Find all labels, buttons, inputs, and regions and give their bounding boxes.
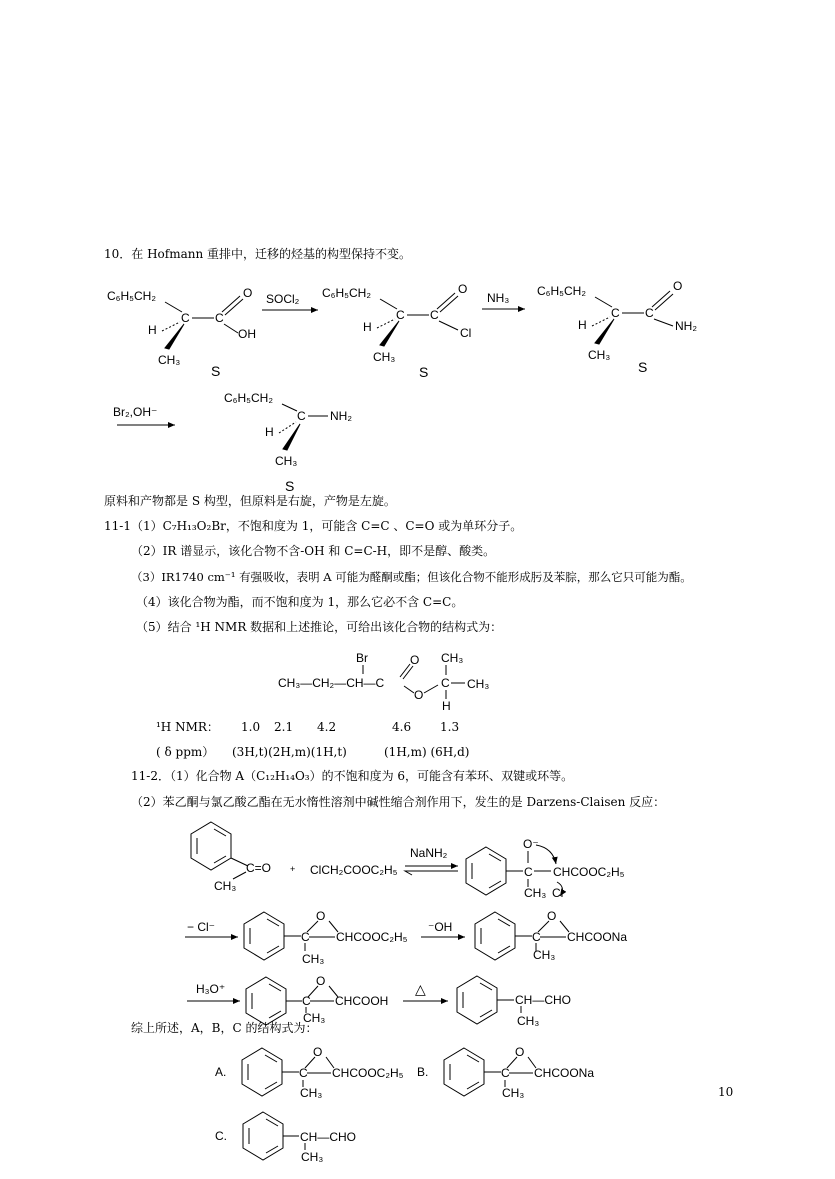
config-label: S	[419, 364, 429, 380]
molecule-s-amine	[224, 391, 352, 494]
nmr-shift-3: 4.2	[317, 720, 337, 734]
q11-1-p2: （2）IR 谱显示，该化合物不含-OH 和 C=C-H，即不是醇、酸类。	[131, 544, 496, 558]
nmr-shift-4: 4.6	[392, 720, 412, 734]
q10-title: 10．在 Hofmann 重排中，迁移的烃基的构型保持不变。	[104, 247, 412, 261]
atom-o: O	[547, 909, 557, 923]
label-b: B.	[417, 1065, 429, 1079]
atom-c: C	[215, 311, 224, 325]
atom-c: C	[297, 409, 306, 423]
group-chcoona: CHCOONa	[567, 930, 628, 944]
config-label: S	[285, 478, 295, 494]
phenylpropanal	[457, 976, 571, 1028]
q11-2-p1: 11-2．（1）化合物 A（C₁₂H₁₄O₃）的不饱和度为 6，可能含有苯环、双键或环等。	[131, 769, 574, 783]
formula-c6h5ch2: C₆H₅CH₂	[322, 286, 371, 300]
formula-ch3: CH₃	[214, 879, 237, 893]
nmr-shift-1: 1.0	[241, 720, 261, 734]
structure-b	[444, 1045, 594, 1100]
atom-o: O	[316, 974, 326, 988]
atom-cl: Cl	[460, 326, 472, 340]
ester-structure	[278, 651, 489, 713]
atom-c: C	[430, 308, 439, 322]
atom-o: O	[316, 909, 326, 923]
atom-o: O	[313, 1045, 323, 1059]
atom-h: H	[578, 318, 587, 332]
group-oh: OH	[238, 327, 256, 341]
reagent-oh: ⁻OH	[428, 920, 453, 934]
glycidic-ester	[244, 909, 408, 966]
formula-ch3: CH₃	[517, 1014, 540, 1028]
atom-c: C	[532, 930, 541, 944]
formula-c-eq-o: C=O	[246, 861, 272, 875]
molecule-s-amide	[537, 279, 697, 375]
atom-h: H	[148, 323, 157, 337]
reagent-h3o: H₃O⁺	[196, 982, 226, 996]
formula-ch3: CH₃	[467, 677, 490, 691]
atom-h: H	[265, 425, 274, 439]
atom-o: O	[673, 279, 683, 293]
page-number: 10	[718, 1085, 734, 1099]
q11-1-p3: （3）IR1740 cm⁻¹ 有强吸收，表明 A 可能为醛酮或酯；但该化合物不能形成肟及苯腙，那么它只可能为酯。	[131, 570, 692, 584]
atom-h: H	[442, 699, 451, 713]
group-chcooc2h5: CHCOOC₂H₅	[553, 865, 625, 879]
formula-ch3: CH₃	[502, 1086, 525, 1100]
atom-cl: Cl	[552, 886, 564, 900]
atom-o: O	[410, 653, 420, 667]
molecule-s-acyl-chloride	[322, 282, 471, 380]
alkoxide-intermediate	[466, 837, 625, 900]
formula-ch3: CH₃	[441, 651, 464, 665]
q11-2-summary: 综上所述，A，B，C 的结构式为：	[131, 1021, 318, 1035]
atom-c: C	[302, 994, 311, 1008]
formula-ch3: CH₃	[303, 1011, 326, 1025]
structure-a	[242, 1045, 404, 1100]
formula-ch3: CH₃	[275, 454, 298, 468]
config-label: S	[638, 359, 648, 375]
q11-1-p4: （4）该化合物为酯，而不饱和度为 1，那么它必不含 C=C。	[136, 595, 464, 609]
nmr-label: ¹H NMR：	[156, 720, 219, 734]
ester-chain: CH₃—CH₂—CH—C	[278, 676, 385, 690]
atom-c: C	[181, 311, 190, 325]
structure-c	[243, 1112, 356, 1164]
group-ch-cho: CH—CHO	[300, 1130, 356, 1144]
atom-h: H	[363, 320, 372, 334]
atom-br: Br	[356, 651, 368, 665]
formula-ch3: CH₃	[301, 1150, 324, 1164]
nmr-shift-5: 1.3	[440, 720, 460, 734]
config-label: S	[211, 363, 221, 379]
label-c: C.	[215, 1129, 227, 1143]
q10-conclusion: 原料和产物都是 S 构型，但原料是右旋，产物是左旋。	[104, 494, 396, 508]
group-chcooc2h5: CHCOOC₂H₅	[332, 1066, 404, 1080]
ethyl-chloroacetate: ClCH₂COOC₂H₅	[310, 863, 398, 877]
nmr-shift-2: 2.1	[274, 720, 294, 734]
atom-c: C	[611, 306, 620, 320]
atom-c: C	[645, 306, 654, 320]
reagent-nh3: NH₃	[487, 291, 510, 305]
ppm-label: ( δ ppm）	[156, 745, 215, 759]
formula-ch3: CH₃	[524, 886, 547, 900]
group-chcoona: CHCOONa	[534, 1066, 595, 1080]
group-ch-cho: CH—CHO	[515, 993, 571, 1007]
atom-o: O	[243, 286, 253, 300]
atom-o: O	[414, 688, 424, 702]
reagent-heat: △	[415, 981, 426, 997]
nmr-multiplicity: (3H,t)(2H,m)(1H,t)	[232, 745, 347, 759]
atom-o: O	[458, 282, 468, 296]
atom-c: C	[524, 865, 533, 879]
group-chcooh: CHCOOH	[335, 994, 389, 1008]
molecule-s-acid	[107, 286, 256, 379]
formula-ch3: CH₃	[302, 952, 325, 966]
formula-ch3: CH₃	[588, 348, 611, 362]
glycidic-sodium-salt	[475, 909, 627, 962]
group-nh2: NH₂	[675, 319, 697, 333]
q11-1-p1: 11-1（1）C₇H₁₃O₂Br，不饱和度为 1，可能含 C=C 、C=O 或为单环分子。	[104, 519, 523, 533]
formula-ch3: CH₃	[300, 1086, 323, 1100]
glycidic-acid	[246, 974, 388, 1025]
formula-ch3: CH₃	[158, 353, 181, 367]
q11-2-p2: （2）苯乙酮与氯乙酸乙酯在无水惰性溶剂中碱性缩合剂作用下，发生的是 Darzens-Claisen 反应：	[131, 795, 666, 809]
atom-o: O	[515, 1045, 525, 1059]
nmr-multiplicity-2: (1H,m) (6H,d)	[384, 745, 470, 759]
group-nh2: NH₂	[330, 409, 352, 423]
atom-c: C	[301, 930, 310, 944]
o-minus: O⁻	[523, 837, 539, 851]
group-chcooc2h5: CHCOOC₂H₅	[336, 930, 408, 944]
formula-ch3: CH₃	[373, 350, 396, 364]
atom-c: C	[441, 676, 450, 690]
atom-c: C	[299, 1066, 308, 1080]
formula-ch3: CH₃	[533, 948, 556, 962]
reagent-minus-cl: − Cl⁻	[187, 920, 216, 934]
reagent-socl2: SOCl₂	[266, 292, 300, 306]
reagent-nanh2: NaNH₂	[410, 846, 448, 860]
atom-c: C	[501, 1066, 510, 1080]
plus-sign: +	[290, 864, 296, 874]
formula-c6h5ch2: C₆H₅CH₂	[224, 391, 273, 405]
q11-1-p5: （5）结合 ¹H NMR 数据和上述推论，可给出该化合物的结构式为：	[136, 620, 503, 634]
acetophenone	[191, 822, 271, 893]
formula-c6h5ch2: C₆H₅CH₂	[107, 289, 156, 303]
formula-c6h5ch2: C₆H₅CH₂	[537, 284, 586, 298]
atom-c: C	[396, 308, 405, 322]
reagent-br2-oh: Br₂,OH⁻	[113, 405, 158, 419]
label-a: A.	[215, 1065, 227, 1079]
